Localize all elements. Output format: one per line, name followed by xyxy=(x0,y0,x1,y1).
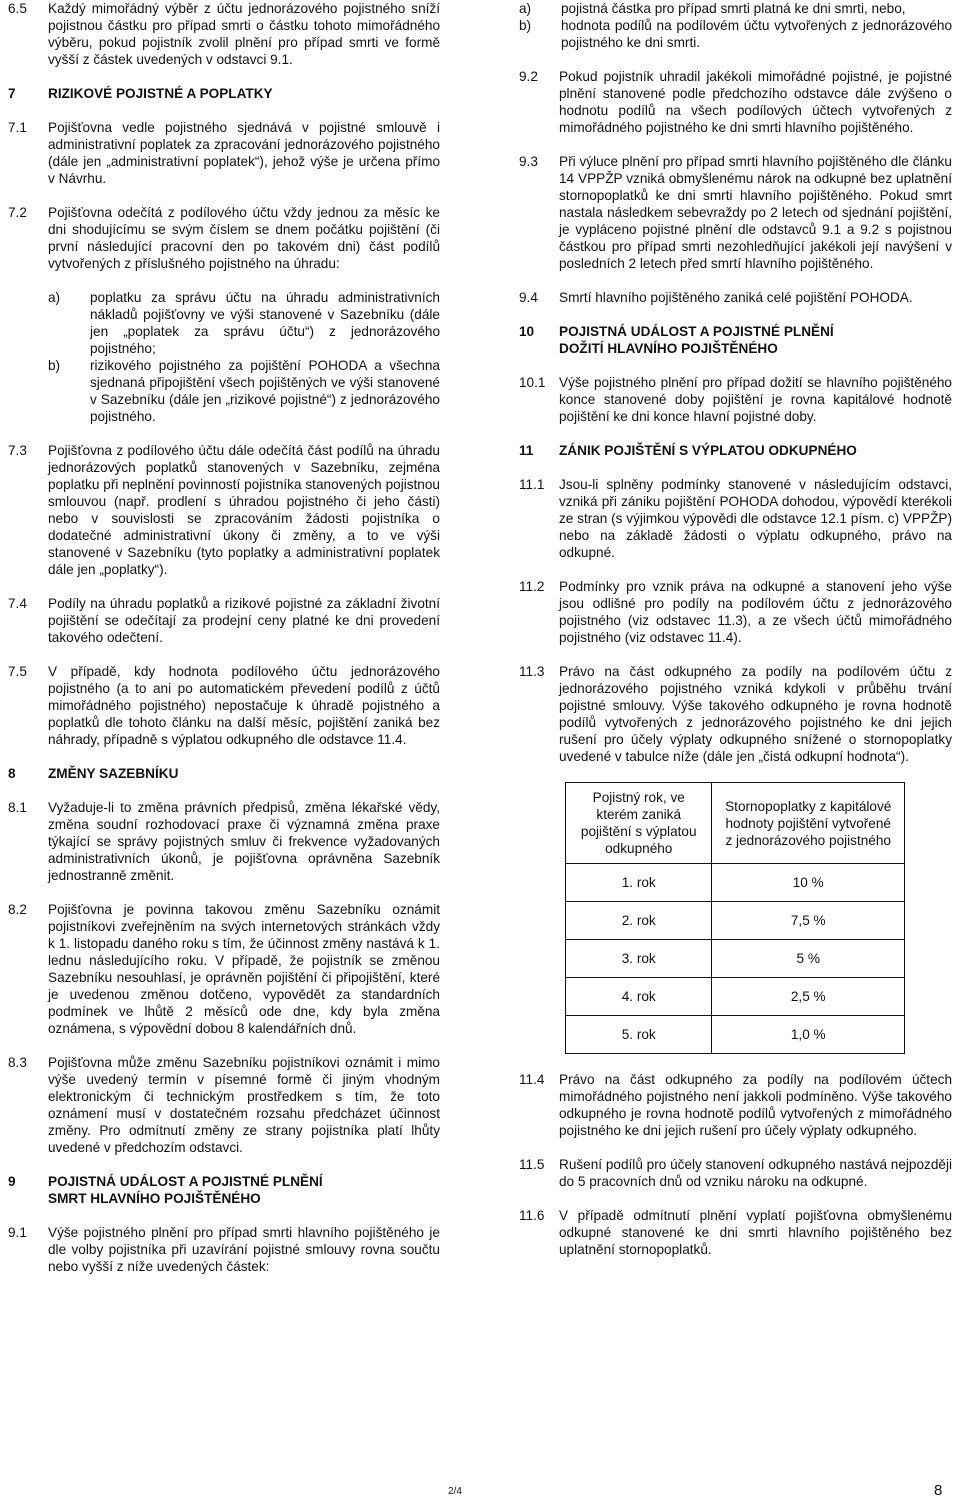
paragraph-9-4 xyxy=(519,289,952,306)
table-row xyxy=(566,902,905,940)
paragraph-text: Pojišťovna odečítá z podílového účtu vždy jednou za měsíc ke dni shodujícímu se svým číslem se dnem počátku pojištění (či první následující pracovní den po takovém dni) část podílů vytvořených z příslušného pojistného na úhradu: xyxy=(48,205,440,271)
section-title: ZÁNIK POJIŠTĚNÍ S VÝPLATOU ODKUPNÉHO xyxy=(559,443,857,458)
paragraph-number: 11.1 xyxy=(519,477,545,492)
table-cell-year: 3. rok xyxy=(566,940,712,978)
left-column xyxy=(8,0,440,1292)
table-header-row xyxy=(566,783,905,864)
paragraph-text: Při výluce plnění pro případ smrti hlavního pojištěného dle článku 14 VPPŽP vzniká obmyšlenému nárok na odkupné bez uplatnění stornopoplatků ke dni smrti hlavního pojištěného. Pokud smrt nastala následkem sebevraždy po 2 letech od sjednání pojištění, je vypláceno pojistné plnění dle odstavců 9.1 a 9.2 s pojistnou částkou pro případ smrti nezohledňující jakékoli její navýšení v posledních 2 letech před smrtí hlavního pojištěného. xyxy=(559,154,952,271)
paragraph-text: Právo na část odkupného za podíly na podílovém účtech mimořádného pojistného není jakkoli podmíněno. Výše takového odkupného je rovna hodnotě podílů vytvořených z mimořádného pojistného ke dni jejich rušení pro účely výplaty odkupného. xyxy=(559,1072,952,1138)
paragraph-10-1 xyxy=(519,374,952,425)
paragraph-text: Smrtí hlavního pojištěného zaniká celé pojištění POHODA. xyxy=(559,290,913,305)
paragraph-9-3 xyxy=(519,153,952,272)
paragraph-6-5 xyxy=(8,0,440,68)
paragraph-text: V případě, kdy hodnota podílového účtu jednorázového pojistného (a to ani po automatickém převedení podílů z účtů mimořádného pojistného) nepostačuje k úhradě pojistného a poplatků dle tohoto článku na další měsíc, pojištění zaniká bez náhrady, případně s výplatou odkupného dle odstavce 11.4. xyxy=(48,664,440,747)
paragraph-text: Pokud pojistník uhradil jakékoli mimořádné pojistné, je pojistné plnění stanovené podle předchozího odstavce dále zvýšeno o hodnotu podílů na všech podílových účtech vytvořených z mimořádného pojistného ke dni smrti hlavního pojištěného. xyxy=(559,69,952,135)
paragraph-number: 7.2 xyxy=(8,205,27,220)
section-heading-8 xyxy=(8,765,440,782)
section-title-line-1: POJISTNÁ UDÁLOST A POJISTNÉ PLNĚNÍ xyxy=(48,1174,323,1189)
paragraph-number: 8.3 xyxy=(8,1055,27,1070)
section-title: RIZIKOVÉ POJISTNÉ A POPLATKY xyxy=(48,86,273,101)
page-indicator: 2/4 xyxy=(448,1486,462,1497)
list-item-a xyxy=(48,289,440,357)
section-number: 9 xyxy=(8,1174,16,1189)
section-heading-7 xyxy=(8,85,440,102)
paragraph-text: Výše pojistného plnění pro případ smrti hlavního pojištěného je dle volby pojistníka při uzavírání pojistné smlouvy rovna součtu nebo vyšší z níže uvedených částek: xyxy=(48,1225,440,1274)
paragraph-text: Podmínky pro vznik práva na odkupné a stanovení jeho výše jsou odlišné pro podíly na podílovém účtu z jednorázového pojistného (viz odstavec 11.3), a ze všech účtů mimořádného pojistného (viz odstavec 11.4). xyxy=(559,579,952,645)
paragraph-11-1 xyxy=(519,476,952,561)
section-title-line-2: DOŽITÍ HLAVNÍHO POJIŠTĚNÉHO xyxy=(559,341,778,356)
paragraph-number: 11.4 xyxy=(519,1072,545,1087)
paragraph-number: 11.2 xyxy=(519,579,545,594)
paragraph-11-3 xyxy=(519,663,952,765)
paragraph-7-4 xyxy=(8,595,440,646)
paragraph-text: V případě odmítnutí plnění vyplatí pojišťovna obmyšlenému odkupné stanovené ke dni smrti hlavního pojištěného bez uplatnění stornopoplatků. xyxy=(559,1208,952,1257)
paragraph-text: Pojišťovna vedle pojistného sjednává v pojistné smlouvě i administrativní poplatek za zpracování jednorázového pojistného (dále jen „administrativní poplatek“), jehož výše je určena přímo v Návrhu. xyxy=(48,120,440,186)
section-number: 7 xyxy=(8,86,16,101)
section-number: 8 xyxy=(8,766,16,781)
list-text: poplatku za správu účtu na úhradu administrativních nákladů pojišťovny ve výši stanovené v Sazebníku (dále jen „poplatek za správu účtu“) z jednorázového pojistného; xyxy=(90,290,440,356)
column-header-year: Pojistný rok, ve kterém zaniká pojištění s výplatou odkupného xyxy=(566,783,712,864)
section-title xyxy=(559,323,952,357)
paragraph-number: 7.3 xyxy=(8,443,27,458)
paragraph-text: Každý mimořádný výběr z účtu jednorázového pojistného sníží pojistnou částku pro případ smrti o částku tohoto mimořádného výběru, pokud pojistník zvolil plnění pro případ smrti ve formě vyšší z částek uvedených v odstavci 9.1. xyxy=(48,1,440,67)
paragraph-text: Pojišťovna z podílového účtu dále odečítá část podílů na úhradu jednorázových poplatků stanovených v Sazebníku, zejména poplatku při neplnění povinností pojistníka stanovených pojistnou smlouvou (např. prodlení s úhradou pojistného či jeho části) nebo v souvislosti se zpracováním žádosti pojistníka o dodatečné administrativní úkony či změny, a to ve výši stanovené v Sazebníku (tyto poplatky a administrativní poplatek dále jen „poplatky“). xyxy=(48,443,440,577)
paragraph-number: 8.2 xyxy=(8,902,27,917)
paragraph-number: 11.6 xyxy=(519,1208,545,1223)
table-row xyxy=(566,864,905,902)
table-cell-year: 1. rok xyxy=(566,864,712,902)
section-title-line-1: POJISTNÁ UDÁLOST A POJISTNÉ PLNĚNÍ xyxy=(559,324,834,339)
table-cell-year: 5. rok xyxy=(566,1016,712,1054)
page-number: 8 xyxy=(934,1482,943,1499)
paragraph-number: 9.4 xyxy=(519,290,538,305)
section-heading-10 xyxy=(519,323,952,357)
section-title: ZMĚNY SAZEBNÍKU xyxy=(48,766,179,781)
paragraph-number: 11.5 xyxy=(519,1157,545,1172)
paragraph-11-5 xyxy=(519,1156,952,1190)
table-row xyxy=(566,1016,905,1054)
paragraph-number: 9.2 xyxy=(519,69,538,84)
paragraph-text: Podíly na úhradu poplatků a rizikové pojistné za základní životní pojištění se odečítají za prodejní ceny platné ke dni provedení takového odečtení. xyxy=(48,596,440,645)
paragraph-8-3 xyxy=(8,1054,440,1156)
paragraph-text: Jsou-li splněny podmínky stanovené v následujícím odstavci, vzniká při zániku pojištění POHODA dohodou, výpovědí kterékoli ze stran (s výjimkou výpovědi dle odstavce 12.1 písm. c) VPPŽP) nebo na základě žádosti o výplatu odkupného, právo na odkupné. xyxy=(559,477,952,560)
list-text: pojistná částka pro případ smrti platná ke dni smrti, nebo, xyxy=(561,1,906,16)
paragraph-11-2 xyxy=(519,578,952,646)
table-cell-fee: 7,5 % xyxy=(712,902,905,940)
list-label: b) xyxy=(48,358,61,373)
paragraph-7-1 xyxy=(8,119,440,187)
surrender-fee-table xyxy=(565,782,905,1054)
paragraph-7-5 xyxy=(8,663,440,748)
paragraph-7-3 xyxy=(8,442,440,578)
paragraph-text: Výše pojistného plnění pro případ dožití se hlavního pojištěného konce stanovené doby pojištění je rovna kapitálové hodnotě pojištění ke dni konce hlavní pojistné doby. xyxy=(559,375,952,424)
paragraph-number: 8.1 xyxy=(8,800,27,815)
column-header-fee: Stornopoplatky z kapitálové hodnoty pojištění vytvořené z jednorázového pojistného xyxy=(712,783,905,864)
table-row xyxy=(566,940,905,978)
paragraph-text: Pojišťovna je povinna takovou změnu Sazebníku oznámit pojistníkovi zveřejněním na svých internetových stránkách vždy k 1. listopadu daného roku s tím, že účinnost změny nastává k 1. lednu následujícího roku. V případě, že pojistník se změnou Sazebníku nesouhlasí, je oprávněn pojištění či připojištění, které je uvedenou změnou dotčeno, vypovědět za standardních podmínek ve lhůtě 2 měsíců ode dne, kdy byla změna oznámena, s výpovědní dobou 8 kalendářních dnů. xyxy=(48,902,440,1036)
paragraph-text: Vyžaduje-li to změna právních předpisů, změna lékařské vědy, změna soudní rozhodovací praxe či významná změna praxe týkající se správy pojistných smluv či frekvence vyžadovaných administrativních úkonů, je pojišťovna oprávněna Sazebník jednostranně změnit. xyxy=(48,800,440,883)
paragraph-11-4 xyxy=(519,1071,952,1139)
section-title xyxy=(48,1173,440,1207)
section-heading-9 xyxy=(8,1173,440,1207)
table-cell-fee: 5 % xyxy=(712,940,905,978)
list-9-1 xyxy=(519,0,952,51)
section-number: 11 xyxy=(519,443,534,458)
list-item-b xyxy=(519,17,952,51)
table-row xyxy=(566,978,905,1016)
paragraph-9-1 xyxy=(8,1224,440,1275)
paragraph-number: 7.5 xyxy=(8,664,27,679)
list-label: a) xyxy=(519,1,532,16)
list-7-2 xyxy=(48,289,440,425)
list-item-a xyxy=(519,0,952,17)
section-heading-11 xyxy=(519,442,952,459)
paragraph-number: 11.3 xyxy=(519,664,545,679)
list-label: b) xyxy=(519,18,532,33)
table-cell-fee: 1,0 % xyxy=(712,1016,905,1054)
table-cell-year: 4. rok xyxy=(566,978,712,1016)
paragraph-8-2 xyxy=(8,901,440,1037)
table-cell-fee: 2,5 % xyxy=(712,978,905,1016)
table-cell-year: 2. rok xyxy=(566,902,712,940)
list-item-b xyxy=(48,357,440,425)
list-text: rizikového pojistného za pojištění POHODA a všechna sjednaná připojištění všech pojištěných ve výši stanovené v Sazebníku (dále jen „rizikové pojistné“) z jednorázového pojistného. xyxy=(90,358,440,424)
paragraph-11-6 xyxy=(519,1207,952,1258)
paragraph-text: Pojišťovna může změnu Sazebníku pojistníkovi oznámit i mimo výše uvedený termín v písemné formě či jiným vhodným elektronickým či technickým prostředkem s tím, že toto oznámení musí v dostatečném rozsahu předcházet účinnost změny. Pro odmítnutí změny ze strany pojistníka platí lhůty uvedené v předchozím odstavci. xyxy=(48,1055,440,1155)
paragraph-number: 6.5 xyxy=(8,1,27,16)
paragraph-text: Právo na část odkupného za podíly na podílovém účtu z jednorázového pojistného vzniká kdykoli v průběhu trvání pojistné smlouvy. Výše takového odkupného je rovna hodnotě podílů vytvořených z jednorázového pojistného ke dni jejich rušení pro účely výplaty odkupného snížené o stornopoplatky uvedené v tabulce níže (dále jen „čistá odkupní hodnota“). xyxy=(559,664,952,764)
paragraph-9-2 xyxy=(519,68,952,136)
paragraph-number: 7.4 xyxy=(8,596,27,611)
paragraph-number: 9.3 xyxy=(519,154,538,169)
paragraph-number: 7.1 xyxy=(8,120,27,135)
list-text: hodnota podílů na podílovém účtu vytvořených z jednorázového pojistného ke dni smrti. xyxy=(561,18,952,50)
paragraph-number: 9.1 xyxy=(8,1225,27,1240)
table-cell-fee: 10 % xyxy=(712,864,905,902)
right-column xyxy=(519,0,952,1275)
paragraph-8-1 xyxy=(8,799,440,884)
list-label: a) xyxy=(48,290,61,305)
paragraph-7-2 xyxy=(8,204,440,272)
section-number: 10 xyxy=(519,324,535,339)
section-title-line-2: SMRT HLAVNÍHO POJIŠTĚNÉHO xyxy=(48,1191,261,1206)
paragraph-text: Rušení podílů pro účely stanovení odkupného nastává nejpozději do 5 pracovních dnů od vzniku nároku na odkupné. xyxy=(559,1157,952,1189)
paragraph-number: 10.1 xyxy=(519,375,546,390)
